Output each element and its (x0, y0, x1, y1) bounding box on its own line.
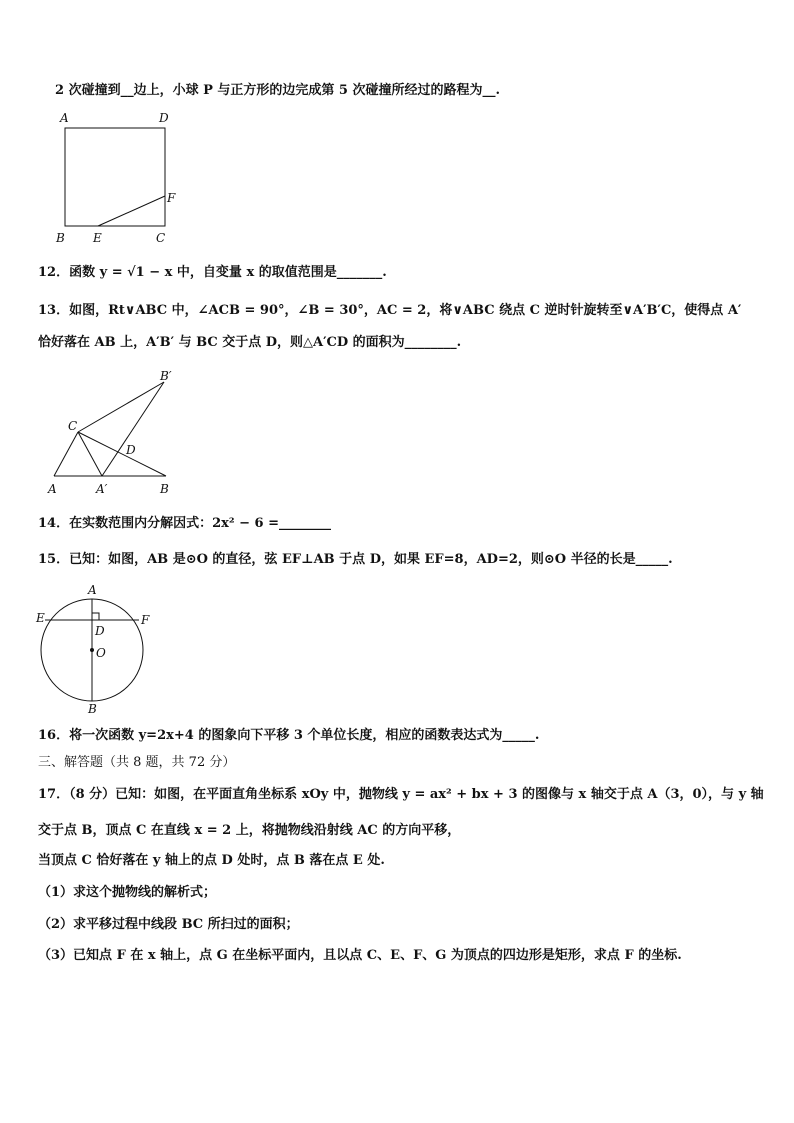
q14-text: 14．在实数范围内分解因式：2x² − 6 =________ (38, 516, 331, 531)
label-a: A (60, 111, 69, 125)
q11-square-figure (50, 108, 190, 248)
label-b: B (88, 702, 97, 715)
label-d: D (159, 111, 169, 125)
label-o: O (96, 646, 106, 660)
center-dot (90, 648, 94, 652)
label-b-prime: B′ (160, 369, 172, 383)
label-d: D (95, 624, 105, 638)
section3-heading: 三、解答题（共 8 题，共 72 分） (38, 755, 236, 770)
q11-tail-text: 2 次碰撞到__边上，小球 P 与正方形的边完成第 5 次碰撞所经过的路程为__. (55, 83, 501, 98)
label-a-prime: A′ (96, 482, 108, 496)
label-c: C (68, 419, 78, 433)
label-c: C (156, 231, 166, 245)
q13-line2: 恰好落在 AB 上，A′B′ 与 BC 交于点 D，则△A′CD 的面积为________. (38, 335, 462, 350)
label-a: A (88, 583, 97, 597)
segment-ef (98, 196, 165, 226)
q13-triangle-figure (40, 368, 190, 500)
q16-text: 16．将一次函数 y=2x+4 的图象向下平移 3 个单位长度，相应的函数表达式为_____. (38, 728, 540, 743)
q17-sub2: （2）求平移过程中线段 BC 所扫过的面积； (38, 917, 299, 932)
label-b: B (56, 231, 65, 245)
label-b: B (160, 482, 169, 496)
q17-sub3: （3）已知点 F 在 x 轴上，点 G 在坐标平面内，且以点 C、E、F、G 为顶点的四边形是矩形，求点 F 的坐标. (38, 948, 682, 963)
q17-line1: 17．（8 分）已知：如图，在平面直角坐标系 xOy 中，抛物线 y = ax² + bx + 3 的图像与 x 轴交于点 A（3，0），与 y 轴 (38, 787, 764, 802)
q12-text: 12．函数 y = √1 − x 中，自变量 x 的取值范围是_______. (38, 265, 387, 280)
q13-line1: 13．如图，Rt∨ABC 中，∠ACB = 90°，∠B = 30°，AC = 2，将∨ABC 绕点 C 逆时针旋转至∨A′B′C，使得点 A′ (38, 303, 742, 318)
label-a: A (48, 482, 57, 496)
q15-text: 15．已知：如图，AB 是⊙O 的直径，弦 EF⊥AB 于点 D，如果 EF=8，AD=2，则⊙O 半径的长是_____. (38, 552, 673, 567)
square-abcd (65, 128, 165, 226)
q15-circle-figure (34, 580, 156, 715)
q17-line3: 当顶点 C 恰好落在 y 轴上的点 D 处时，点 B 落在点 E 处. (38, 853, 385, 868)
label-f: F (167, 191, 176, 205)
q17-line2: 交于点 B，顶点 C 在直线 x = 2 上，将抛物线沿射线 AC 的方向平移， (38, 823, 461, 838)
label-e: E (36, 611, 45, 625)
label-d: D (126, 443, 136, 457)
label-f: F (141, 613, 150, 627)
right-angle-mark (92, 613, 99, 620)
label-e: E (93, 231, 102, 245)
q17-sub1: （1）求这个抛物线的解析式； (38, 885, 217, 900)
